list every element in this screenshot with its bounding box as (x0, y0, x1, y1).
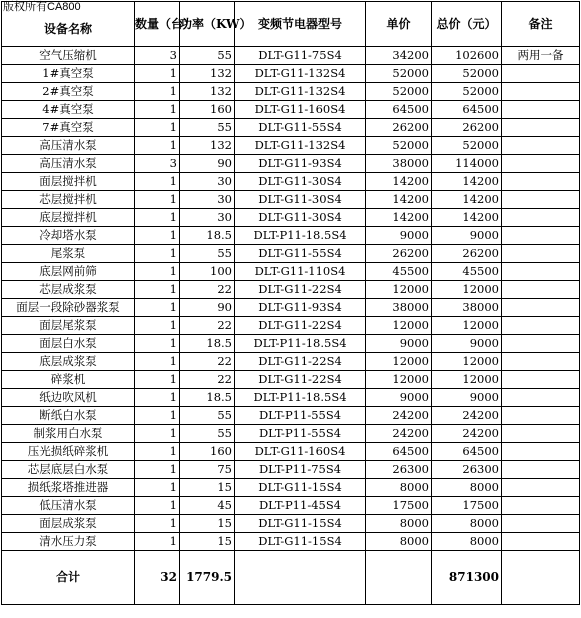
cell-power: 160 (180, 101, 235, 119)
table-row (2, 245, 580, 263)
table-row (2, 407, 580, 425)
cell-note (502, 281, 580, 299)
cell-model: DLT-P11-18.5S4 (235, 227, 366, 245)
cell-model: DLT-G11-93S4 (235, 299, 366, 317)
cell-unit-price: 9000 (366, 227, 432, 245)
cell-note (502, 227, 580, 245)
cell-power: 90 (180, 299, 235, 317)
cell-model: DLT-G11-160S4 (235, 443, 366, 461)
cell-power: 22 (180, 317, 235, 335)
header-note: 备注 (502, 2, 580, 47)
cell-total: 17500 (432, 497, 502, 515)
footer-note (502, 551, 580, 605)
cell-note (502, 209, 580, 227)
cell-model: DLT-G11-22S4 (235, 371, 366, 389)
cell-model: DLT-P11-45S4 (235, 497, 366, 515)
cell-name: 尾浆泵 (2, 245, 135, 263)
cell-qty: 1 (135, 173, 180, 191)
cell-total: 102600 (432, 47, 502, 65)
cell-name: 压光损纸碎浆机 (2, 443, 135, 461)
table-row (2, 227, 580, 245)
cell-unit-price: 14200 (366, 173, 432, 191)
table-row (2, 83, 580, 101)
table-row (2, 65, 580, 83)
cell-power: 132 (180, 137, 235, 155)
cell-name: 冷却塔水泵 (2, 227, 135, 245)
cell-note (502, 137, 580, 155)
cell-model: DLT-G11-110S4 (235, 263, 366, 281)
cell-note (502, 101, 580, 119)
cell-power: 15 (180, 479, 235, 497)
cell-note (502, 299, 580, 317)
cell-name: 损纸浆塔推进器 (2, 479, 135, 497)
table-row (2, 335, 580, 353)
table-row (2, 173, 580, 191)
cell-name: 4#真空泵 (2, 101, 135, 119)
cell-power: 90 (180, 155, 235, 173)
header-qty: 数量（台） (135, 2, 180, 47)
cell-total: 52000 (432, 83, 502, 101)
cell-power: 18.5 (180, 335, 235, 353)
cell-note (502, 479, 580, 497)
cell-model: DLT-G11-55S4 (235, 245, 366, 263)
cell-qty: 1 (135, 497, 180, 515)
cell-unit-price: 64500 (366, 101, 432, 119)
cell-note (502, 191, 580, 209)
cell-unit-price: 38000 (366, 155, 432, 173)
cell-note (502, 443, 580, 461)
cell-note (502, 515, 580, 533)
table-row (2, 479, 580, 497)
cell-note (502, 371, 580, 389)
cell-total: 52000 (432, 137, 502, 155)
cell-power: 55 (180, 407, 235, 425)
cell-name: 芯层成浆泵 (2, 281, 135, 299)
cell-total: 26200 (432, 119, 502, 137)
cell-power: 30 (180, 209, 235, 227)
cell-qty: 1 (135, 209, 180, 227)
cell-unit-price: 12000 (366, 353, 432, 371)
cell-unit-price: 14200 (366, 191, 432, 209)
cell-note: 两用一备 (502, 47, 580, 65)
cell-unit-price: 26200 (366, 119, 432, 137)
cell-power: 45 (180, 497, 235, 515)
cell-total: 8000 (432, 515, 502, 533)
cell-name: 芯层底层白水泵 (2, 461, 135, 479)
cell-name: 面层一段除砂器浆泵 (2, 299, 135, 317)
cell-model: DLT-G11-22S4 (235, 281, 366, 299)
cell-model: DLT-G11-30S4 (235, 209, 366, 227)
cell-unit-price: 38000 (366, 299, 432, 317)
cell-qty: 3 (135, 47, 180, 65)
cell-qty: 1 (135, 101, 180, 119)
cell-note (502, 407, 580, 425)
cell-total: 64500 (432, 443, 502, 461)
cell-total: 12000 (432, 353, 502, 371)
header-power: 功率（KW） (180, 2, 235, 47)
table-row (2, 281, 580, 299)
cell-total: 9000 (432, 227, 502, 245)
footer-unit (366, 551, 432, 605)
cell-note (502, 497, 580, 515)
cell-qty: 1 (135, 479, 180, 497)
cell-total: 52000 (432, 65, 502, 83)
cell-name: 低压清水泵 (2, 497, 135, 515)
cell-model: DLT-G11-93S4 (235, 155, 366, 173)
cell-note (502, 119, 580, 137)
header-name: 设备名称 (2, 2, 135, 47)
cell-name: 底层搅拌机 (2, 209, 135, 227)
cell-unit-price: 52000 (366, 137, 432, 155)
cell-qty: 1 (135, 299, 180, 317)
cell-note (502, 461, 580, 479)
cell-qty: 1 (135, 515, 180, 533)
footer-model (235, 551, 366, 605)
cell-model: DLT-G11-22S4 (235, 317, 366, 335)
cell-total: 14200 (432, 209, 502, 227)
table-row (2, 119, 580, 137)
cell-name: 7#真空泵 (2, 119, 135, 137)
table-row (2, 533, 580, 551)
cell-qty: 1 (135, 245, 180, 263)
cell-name: 面层搅拌机 (2, 173, 135, 191)
cell-model: DLT-G11-132S4 (235, 83, 366, 101)
cell-name: 空气压缩机 (2, 47, 135, 65)
table-row (2, 389, 580, 407)
header-model: 变频节电器型号 (235, 2, 366, 47)
cell-unit-price: 64500 (366, 443, 432, 461)
cell-power: 15 (180, 533, 235, 551)
cell-model: DLT-G11-30S4 (235, 191, 366, 209)
table-row (2, 263, 580, 281)
cell-name: 1#真空泵 (2, 65, 135, 83)
cell-qty: 1 (135, 389, 180, 407)
table-row (2, 353, 580, 371)
cell-qty: 1 (135, 263, 180, 281)
table-row (2, 299, 580, 317)
cell-note (502, 245, 580, 263)
header-unit-price: 单价 (366, 2, 432, 47)
cell-qty: 1 (135, 443, 180, 461)
watermark-text: 版权所有CA800 (3, 1, 81, 13)
cell-total: 26200 (432, 245, 502, 263)
table-row (2, 317, 580, 335)
cell-name: 制浆用白水泵 (2, 425, 135, 443)
cell-note (502, 353, 580, 371)
cell-model: DLT-G11-22S4 (235, 353, 366, 371)
cell-unit-price: 9000 (366, 335, 432, 353)
cell-qty: 1 (135, 425, 180, 443)
cell-qty: 1 (135, 137, 180, 155)
table-row (2, 155, 580, 173)
cell-total: 14200 (432, 191, 502, 209)
cell-power: 30 (180, 173, 235, 191)
cell-name: 底层成浆泵 (2, 353, 135, 371)
footer-power: 1779.5 (180, 551, 235, 605)
cell-unit-price: 26200 (366, 245, 432, 263)
cell-name: 面层尾浆泵 (2, 317, 135, 335)
cell-total: 9000 (432, 389, 502, 407)
cell-note (502, 263, 580, 281)
cell-model: DLT-G11-132S4 (235, 65, 366, 83)
cell-power: 22 (180, 353, 235, 371)
cell-power: 132 (180, 65, 235, 83)
table-row (2, 371, 580, 389)
footer-qty: 32 (135, 551, 180, 605)
cell-total: 9000 (432, 335, 502, 353)
cell-model: DLT-G11-132S4 (235, 137, 366, 155)
cell-total: 24200 (432, 425, 502, 443)
cell-unit-price: 9000 (366, 389, 432, 407)
cell-unit-price: 8000 (366, 533, 432, 551)
cell-unit-price: 24200 (366, 407, 432, 425)
table-row (2, 425, 580, 443)
cell-total: 45500 (432, 263, 502, 281)
cell-total: 26300 (432, 461, 502, 479)
cell-name: 2#真空泵 (2, 83, 135, 101)
cell-qty: 1 (135, 407, 180, 425)
cell-power: 160 (180, 443, 235, 461)
cell-unit-price: 24200 (366, 425, 432, 443)
cell-qty: 1 (135, 317, 180, 335)
cell-model: DLT-G11-55S4 (235, 119, 366, 137)
table-row (2, 101, 580, 119)
cell-total: 8000 (432, 533, 502, 551)
cell-power: 15 (180, 515, 235, 533)
cell-qty: 1 (135, 461, 180, 479)
cell-total: 8000 (432, 479, 502, 497)
cell-model: DLT-P11-18.5S4 (235, 389, 366, 407)
cell-note (502, 173, 580, 191)
cell-model: DLT-G11-160S4 (235, 101, 366, 119)
cell-qty: 1 (135, 353, 180, 371)
cell-qty: 1 (135, 119, 180, 137)
cell-model: DLT-P11-55S4 (235, 425, 366, 443)
cell-unit-price: 52000 (366, 83, 432, 101)
cell-unit-price: 12000 (366, 317, 432, 335)
cell-note (502, 533, 580, 551)
table-row (2, 191, 580, 209)
cell-unit-price: 8000 (366, 479, 432, 497)
cell-unit-price: 52000 (366, 65, 432, 83)
table-row (2, 137, 580, 155)
cell-unit-price: 12000 (366, 281, 432, 299)
table-row (2, 515, 580, 533)
table-footer-row (2, 551, 580, 605)
cell-unit-price: 8000 (366, 515, 432, 533)
cell-note (502, 83, 580, 101)
equipment-price-table (1, 1, 580, 605)
cell-model: DLT-P11-75S4 (235, 461, 366, 479)
table-row (2, 47, 580, 65)
cell-model: DLT-G11-15S4 (235, 533, 366, 551)
cell-name: 纸边吹风机 (2, 389, 135, 407)
cell-qty: 1 (135, 83, 180, 101)
cell-total: 38000 (432, 299, 502, 317)
cell-unit-price: 17500 (366, 497, 432, 515)
cell-name: 断纸白水泵 (2, 407, 135, 425)
cell-note (502, 317, 580, 335)
cell-power: 55 (180, 425, 235, 443)
cell-unit-price: 12000 (366, 371, 432, 389)
table-row (2, 209, 580, 227)
table-row (2, 461, 580, 479)
cell-unit-price: 45500 (366, 263, 432, 281)
cell-qty: 1 (135, 65, 180, 83)
cell-power: 18.5 (180, 389, 235, 407)
cell-note (502, 335, 580, 353)
cell-name: 碎浆机 (2, 371, 135, 389)
table-header-row (2, 2, 580, 47)
cell-total: 12000 (432, 281, 502, 299)
cell-name: 清水压力泵 (2, 533, 135, 551)
cell-qty: 1 (135, 191, 180, 209)
cell-qty: 1 (135, 371, 180, 389)
cell-power: 100 (180, 263, 235, 281)
cell-unit-price: 26300 (366, 461, 432, 479)
cell-qty: 1 (135, 335, 180, 353)
cell-power: 22 (180, 371, 235, 389)
cell-note (502, 389, 580, 407)
cell-name: 芯层搅拌机 (2, 191, 135, 209)
table-row (2, 443, 580, 461)
cell-note (502, 65, 580, 83)
cell-qty: 1 (135, 281, 180, 299)
cell-power: 18.5 (180, 227, 235, 245)
cell-total: 12000 (432, 317, 502, 335)
cell-note (502, 425, 580, 443)
cell-qty: 3 (135, 155, 180, 173)
cell-model: DLT-G11-15S4 (235, 515, 366, 533)
cell-unit-price: 14200 (366, 209, 432, 227)
cell-name: 高压清水泵 (2, 137, 135, 155)
cell-total: 114000 (432, 155, 502, 173)
cell-total: 12000 (432, 371, 502, 389)
cell-total: 24200 (432, 407, 502, 425)
cell-name: 高压清水泵 (2, 155, 135, 173)
footer-total: 871300 (432, 551, 502, 605)
cell-unit-price: 34200 (366, 47, 432, 65)
header-total: 总价（元） (432, 2, 502, 47)
cell-qty: 1 (135, 533, 180, 551)
cell-power: 55 (180, 119, 235, 137)
cell-model: DLT-G11-75S4 (235, 47, 366, 65)
table-row (2, 497, 580, 515)
cell-qty: 1 (135, 227, 180, 245)
cell-name: 面层成浆泵 (2, 515, 135, 533)
cell-power: 30 (180, 191, 235, 209)
cell-name: 底层网前筛 (2, 263, 135, 281)
cell-power: 75 (180, 461, 235, 479)
cell-power: 55 (180, 47, 235, 65)
cell-model: DLT-G11-30S4 (235, 173, 366, 191)
cell-model: DLT-G11-15S4 (235, 479, 366, 497)
cell-model: DLT-P11-55S4 (235, 407, 366, 425)
cell-power: 22 (180, 281, 235, 299)
cell-note (502, 155, 580, 173)
cell-total: 14200 (432, 173, 502, 191)
cell-name: 面层白水泵 (2, 335, 135, 353)
footer-label: 合计 (2, 551, 135, 605)
cell-power: 55 (180, 245, 235, 263)
cell-power: 132 (180, 83, 235, 101)
cell-model: DLT-P11-18.5S4 (235, 335, 366, 353)
cell-total: 64500 (432, 101, 502, 119)
